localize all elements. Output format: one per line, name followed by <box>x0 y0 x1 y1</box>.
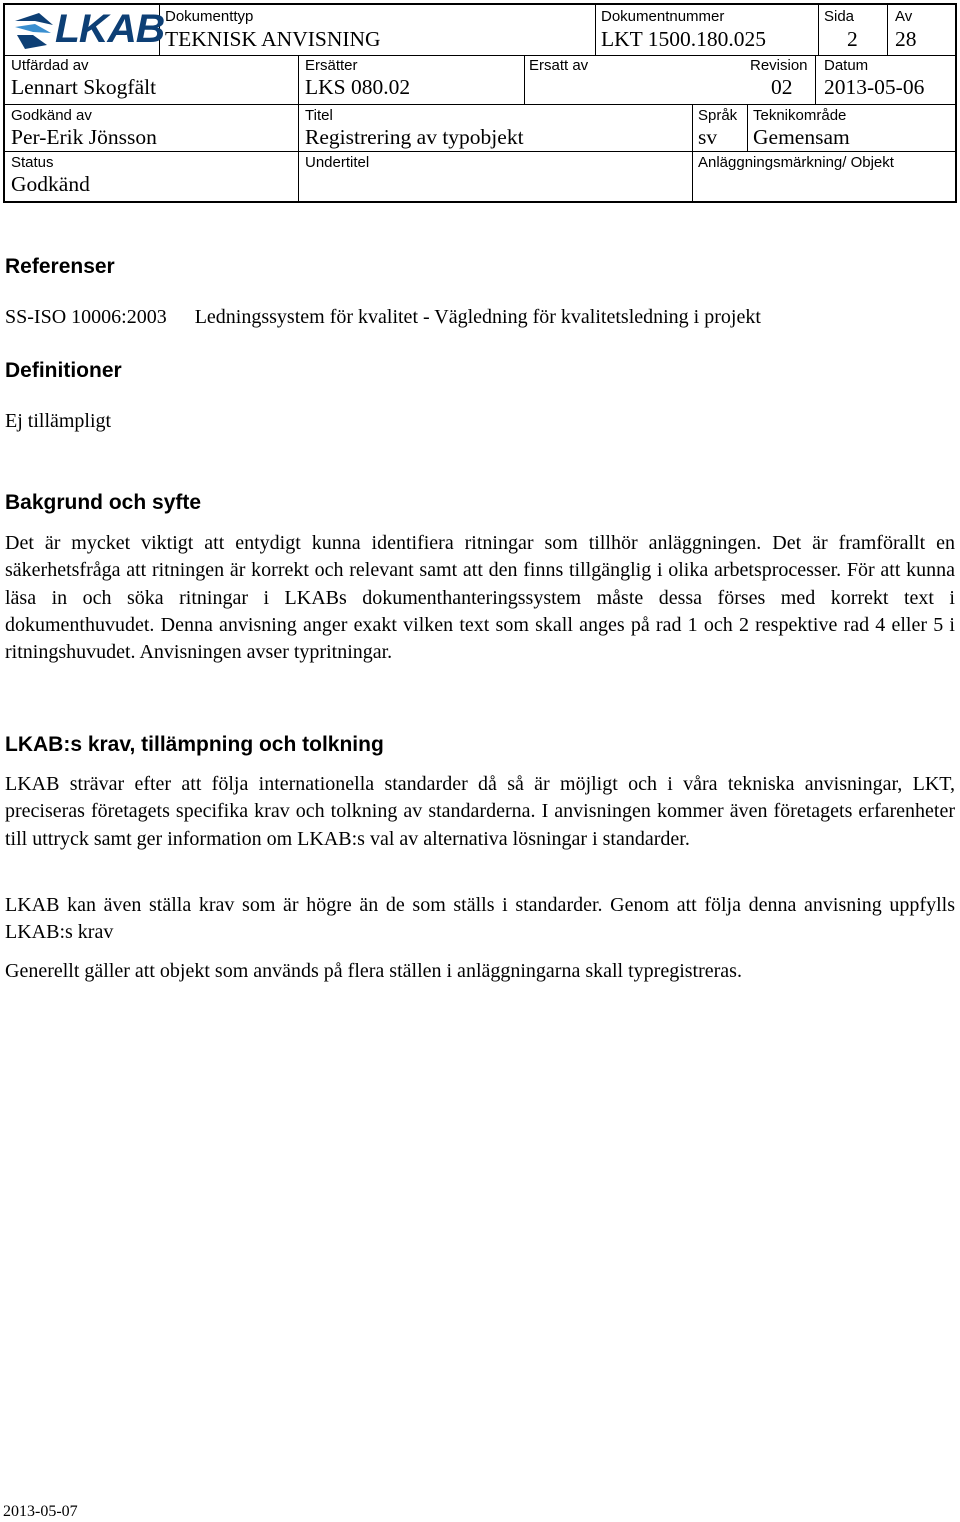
ersatter-value: LKS 080.02 <box>305 75 411 99</box>
status-value: Godkänd <box>11 172 90 196</box>
header-rule-row1-left <box>5 55 159 56</box>
av-label: Av <box>895 8 913 25</box>
sprak-label: Språk <box>698 107 738 124</box>
titel-value: Registrering av typobjekt <box>305 125 524 149</box>
referenser-heading: Referenser <box>5 255 115 278</box>
dokumentnummer-label: Dokumentnummer <box>601 8 725 25</box>
ersatter-label: Ersätter <box>305 57 358 74</box>
krav-paragraph-1: LKAB strävar efter att följa internationella standarder då så är möjligt och i våra tekniska anvisningar, LKT, preciseras företagets specifika krav och tolkning av standarderna. I anvisningen kommer även företagets erfarenheter till uttryck samt ger information om LKAB:s val av alternativa lösningar i standarder. <box>5 773 955 850</box>
ersatt-av-label: Ersatt av <box>529 57 589 74</box>
header-vrule-sida <box>818 5 819 55</box>
dokumenttyp-value: TEKNISK ANVISNING <box>165 27 381 51</box>
header-vrule-sprak <box>692 104 693 201</box>
utfardad-av-value: Lennart Skogfält <box>11 75 157 99</box>
status-label: Status <box>11 154 54 171</box>
undertitel-label: Undertitel <box>305 154 370 171</box>
revision-label: Revision <box>750 57 808 74</box>
header-rule-row1 <box>159 55 955 56</box>
teknikomrade-value: Gemensam <box>753 125 850 149</box>
document-header-table <box>3 3 957 203</box>
header-vrule-datum <box>815 55 816 104</box>
revision-value: 02 <box>771 75 793 99</box>
krav-paragraph-3: Generellt gäller att objekt som används på flera ställen i anläggningarna skall typregistreras. <box>5 960 742 982</box>
referenser-code: SS-ISO 10006:2003 <box>5 306 167 328</box>
referenser-item <box>5 304 955 331</box>
definitioner-text: Ej tillämpligt <box>5 410 112 432</box>
utfardad-av-label: Utfärdad av <box>11 57 89 74</box>
footer-date: 2013-05-07 <box>3 1503 78 1520</box>
referenser-title: Ledningssystem för kvalitet - Vägledning för kvalitetsledning i projekt <box>194 306 761 328</box>
krav-heading: LKAB:s krav, tillämpning och tolkning <box>5 733 384 756</box>
sida-value: 2 <box>847 27 858 51</box>
datum-label: Datum <box>824 57 869 74</box>
header-vrule-col2 <box>298 55 299 201</box>
header-vrule-ersattav <box>524 55 525 104</box>
godkand-av-value: Per-Erik Jönsson <box>11 125 157 149</box>
lkab-logo-text: LKAB <box>55 7 165 51</box>
titel-label: Titel <box>305 107 333 124</box>
lkab-logo-icon <box>13 11 57 51</box>
anlaggningsmarkning-label: Anläggningsmärkning/ Objekt <box>698 154 894 171</box>
header-vrule-docnum <box>595 5 596 55</box>
header-vrule-teknik <box>747 104 748 151</box>
sida-label: Sida <box>824 8 855 25</box>
lkab-logo <box>13 7 165 51</box>
teknikomrade-label: Teknikområde <box>753 107 847 124</box>
krav-paragraph-2: LKAB kan även ställa krav som är högre än de som ställs i standarder. Genom att följa denna anvisning uppfylls LKAB:s krav <box>5 894 955 944</box>
header-rule-row3 <box>5 151 955 152</box>
header-vrule-av <box>887 5 888 55</box>
godkand-av-label: Godkänd av <box>11 107 92 124</box>
av-value: 28 <box>895 27 917 51</box>
datum-value: 2013-05-06 <box>824 75 925 99</box>
bakgrund-text: Det är mycket viktigt att entydigt kunna identifiera ritningar som tillhör anläggningen. Det är framförallt en säkerhetsfråga att ritningen är korrekt och relevant samt att den finns tillgänglig i olika arbetsprocesser. För att kunna läsa in och söka ritningar i LKABs dokumenthanteringssystem måste dessa förses med korrekt text i dokumenthuvudet. Denna anvisning anger exakt vilken text som skall anges på rad 1 och 2 respektive rad 4 eller 5 i ritningshuvudet. Anvisningen avser typritningar. <box>5 532 955 664</box>
dokumentnummer-value: LKT 1500.180.025 <box>601 27 767 51</box>
bakgrund-heading: Bakgrund och syfte <box>5 491 202 514</box>
dokumenttyp-label: Dokumenttyp <box>165 8 254 25</box>
sprak-value: sv <box>698 125 718 149</box>
header-rule-row2 <box>5 104 955 105</box>
definitioner-heading: Definitioner <box>5 359 122 382</box>
